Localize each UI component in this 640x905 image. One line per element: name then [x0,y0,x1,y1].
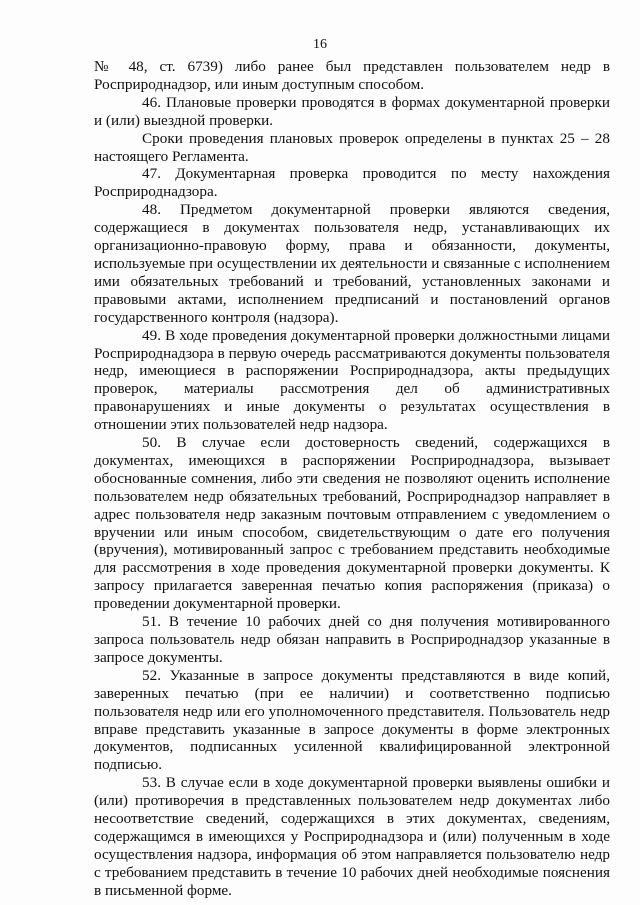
paragraph-45-continuation: № 48, ст. 6739) либо ранее был представлен пользователем недр в Росприроднадзор, или иным доступным способом. [94,58,610,93]
paragraph-46: 46. Плановые проверки проводятся в формах документарной проверки и (или) выездной проверки. [94,93,610,129]
paragraph-49: 49. В ходе проведения документарной проверки должностными лицами Росприроднадзора в первую очередь рассматриваются документы пользователя недр, имеющиеся в распоряжении Росприроднадзора, акты предыдущих проверок, материалы рассмотрения дел об административных правонарушениях и иные документы о результатах осуществления в отношении этих пользователей недр надзора. [94,326,610,434]
paragraph-48: 48. Предметом документарной проверки являются сведения, содержащиеся в документах пользователя недр, устанавливающих их организационно-правовую форму, права и обязанности, документы, используемые при осуществлении их деятельности и связанные с исполнением ими обязательных требований и требований, установленных законами и правовыми актами, исполнением предписаний и постановлений органов государственного контроля (надзора). [94,201,610,326]
paragraph-51: 51. В течение 10 рабочих дней со дня получения мотивированного запроса пользователь недр обязан направить в Росприроднадзор указанные в запросе документы. [94,613,610,666]
paragraph-53: 53. В случае если в ходе документарной проверки выявлены ошибки и (или) противоречия в представленных пользователем недр документах либо несоответствие сведений, содержащихся в этих документах, сведениям, содержащимся в имеющихся у Росприроднадзора и (или) полученным в ходе осуществления надзора, информация об этом направляется пользователю недр с требованием представить в течение 10 рабочих дней необходимые пояснения в письменной форме. [94,774,610,899]
paragraph-46-terms: Сроки проведения плановых проверок определены в пунктах 25 – 28 настоящего Регламента. [94,129,610,165]
document-body [94,58,610,900]
paragraph-52: 52. Указанные в запросе документы представляются в виде копий, заверенных печатью (при ее наличии) и соответственно подписью пользователя недр или его уполномоченного представителя. Пользователь недр вправе представить указанные в запросе документы в форме электронных документов, подписанных усиленной квалифицированной электронной подписью. [94,666,610,774]
paragraph-50: 50. В случае если достоверность сведений, содержащихся в документах, имеющихся в распоряжении Росприроднадзора, вызывает обоснованные сомнения, либо эти сведения не позволяют оценить исполнение пользователем недр обязательных требований, Росприроднадзор направляет в адрес пользователя недр заказным почтовым отправлением с уведомлением о вручении или иным способом, свидетельствующим о дате его получения (вручения), мотивированный запрос с требованием представить необходимые для рассмотрения в ходе проведения документарной проверки документы. К запросу прилагается заверенная печатью копия распоряжения (приказа) о проведении документарной проверки. [94,434,610,613]
page-number: 16 [313,37,327,52]
paragraph-47: 47. Документарная проверка проводится по месту нахождения Росприроднадзора. [94,165,610,201]
